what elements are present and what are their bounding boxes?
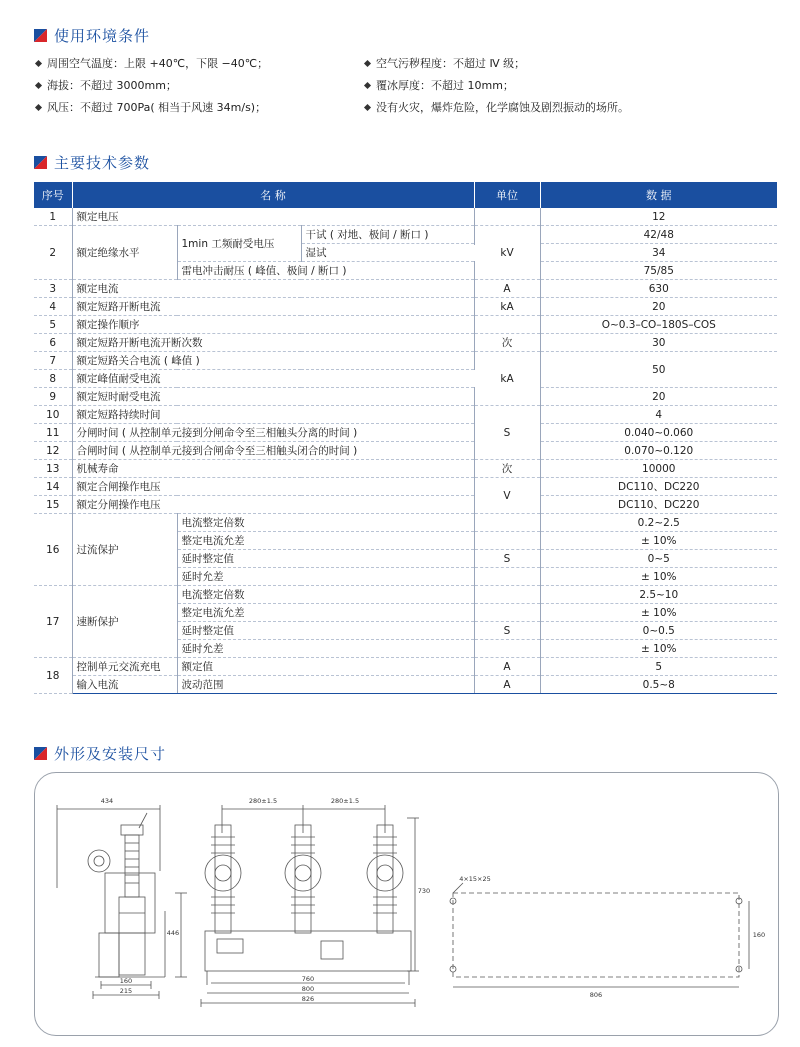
- dimension-drawing: [35, 773, 778, 1035]
- table-cell: 输入电流: [72, 676, 177, 694]
- env-condition: 海拔：不超过 3000mm；: [34, 77, 177, 95]
- mounting-plan: [450, 883, 749, 987]
- table-cell: S: [474, 550, 540, 568]
- table-cell: 延时允差: [177, 568, 474, 586]
- table-cell: 过流保护: [72, 514, 177, 586]
- table-cell: 0.070~0.120: [540, 442, 777, 460]
- table-cell: S: [474, 622, 540, 640]
- table-cell: A: [474, 676, 540, 694]
- table-cell: kA: [474, 352, 540, 406]
- table-cell: 12: [34, 442, 72, 460]
- table-row: [34, 478, 777, 496]
- table-cell: ± 10%: [540, 604, 777, 622]
- table-cell: 干试 ( 对地、极间 / 断口 ): [301, 226, 474, 244]
- spec-table: [34, 182, 777, 694]
- table-cell: DC110、DC220: [540, 496, 777, 514]
- table-cell: 次: [474, 460, 540, 478]
- table-row: [34, 658, 777, 676]
- col-header: 名 称: [72, 182, 474, 208]
- table-cell: 整定电流允差: [177, 604, 474, 622]
- table-cell: 0~5: [540, 550, 777, 568]
- table-header-row: [34, 182, 777, 208]
- table-cell: [474, 532, 540, 550]
- front-view: [175, 805, 419, 1007]
- side-view: [57, 805, 165, 999]
- table-cell: 0.2~2.5: [540, 514, 777, 532]
- table-cell: 控制单元交流充电: [72, 658, 177, 676]
- table-cell: 0~0.5: [540, 622, 777, 640]
- table-cell: [474, 514, 540, 532]
- table-row: [34, 586, 777, 604]
- table-cell: 合闸时间 ( 从控制单元接到合闸命令至三相触头闭合的时间 ): [72, 442, 474, 460]
- table-cell: 速断保护: [72, 586, 177, 658]
- table-cell: [474, 586, 540, 604]
- table-row: [34, 676, 777, 694]
- table-cell: 0.040~0.060: [540, 424, 777, 442]
- section-title: 主要技术参数: [54, 153, 151, 172]
- table-row: [34, 352, 777, 370]
- table-cell: 电流整定倍数: [177, 586, 474, 604]
- table-cell: [474, 568, 540, 586]
- table-cell: 4: [540, 406, 777, 424]
- col-header: 序号: [34, 182, 72, 208]
- table-cell: A: [474, 280, 540, 298]
- table-cell: 0.5~8: [540, 676, 777, 694]
- table-cell: 波动范围: [177, 676, 474, 694]
- table-cell: 4: [34, 298, 72, 316]
- table-cell: 1: [34, 208, 72, 226]
- table-cell: 17: [34, 586, 72, 658]
- table-cell: 20: [540, 388, 777, 406]
- pole-1: [205, 825, 241, 933]
- table-cell: 2: [34, 226, 72, 280]
- table-row: [34, 496, 777, 514]
- table-cell: 额定电流: [72, 280, 474, 298]
- table-cell: 延时整定值: [177, 550, 474, 568]
- table-cell: 5: [540, 658, 777, 676]
- section-header-dimensions: [34, 742, 166, 764]
- table-cell: 50: [540, 352, 777, 388]
- table-cell: 8: [34, 370, 72, 388]
- table-cell: 11: [34, 424, 72, 442]
- table-cell: ± 10%: [540, 640, 777, 658]
- env-condition: 空气污秽程度：不超过 Ⅳ 级；: [363, 55, 525, 73]
- table-cell: 16: [34, 514, 72, 586]
- env-condition: 覆冰厚度：不超过 10mm；: [363, 77, 514, 95]
- table-cell: 15: [34, 496, 72, 514]
- table-cell: 额定短路开断电流开断次数: [72, 334, 474, 352]
- table-cell: 9: [34, 388, 72, 406]
- table-cell: ± 10%: [540, 568, 777, 586]
- table-cell: 14: [34, 478, 72, 496]
- table-cell: kA: [474, 298, 540, 316]
- dim-label: 434: [100, 797, 114, 805]
- table-cell: 分闸时间 ( 从控制单元接到分闸命令至三相触头分离的时间 ): [72, 424, 474, 442]
- table-row: [34, 334, 777, 352]
- table-cell: 延时允差: [177, 640, 474, 658]
- col-header: 单位: [474, 182, 540, 208]
- table-row: [34, 514, 777, 532]
- table-cell: DC110、DC220: [540, 478, 777, 496]
- table-cell: 电流整定倍数: [177, 514, 474, 532]
- table-cell: 3: [34, 280, 72, 298]
- table-cell: 额定短路关合电流 ( 峰值 ): [72, 352, 474, 370]
- table-cell: 10000: [540, 460, 777, 478]
- table-cell: O~0.3–CO–180S–COS: [540, 316, 777, 334]
- dim-label: 4×15×25: [459, 875, 491, 883]
- dim-label: 806: [589, 991, 603, 999]
- dim-label: 160: [752, 931, 766, 939]
- table-cell: 额定电压: [72, 208, 474, 226]
- table-cell: 额定短路开断电流: [72, 298, 474, 316]
- dim-label: 800: [301, 985, 315, 993]
- table-cell: 额定峰值耐受电流: [72, 370, 474, 388]
- dim-label: 280±1.5: [330, 797, 360, 805]
- dim-label: 730: [417, 887, 431, 895]
- env-condition: 周围空气温度：上限 +40℃，下限 −40℃；: [34, 55, 268, 73]
- env-condition: 没有火灾，爆炸危险，化学腐蚀及剧烈振动的场所。: [363, 99, 629, 117]
- table-row: [34, 460, 777, 478]
- table-cell: S: [474, 406, 540, 460]
- section-flag-icon: [34, 747, 47, 760]
- table-cell: 34: [540, 244, 777, 262]
- dim-label: 160: [119, 977, 133, 985]
- table-cell: 额定合闸操作电压: [72, 478, 474, 496]
- table-cell: [474, 604, 540, 622]
- env-condition: 风压：不超过 700Pa( 相当于风速 34m/s)；: [34, 99, 266, 117]
- table-cell: 20: [540, 298, 777, 316]
- section-flag-icon: [34, 29, 47, 42]
- table-cell: 42/48: [540, 226, 777, 244]
- table-cell: 额定短时耐受电流: [72, 388, 474, 406]
- section-title: 外形及安装尺寸: [54, 744, 167, 763]
- table-cell: 湿试: [301, 244, 474, 262]
- section-header-specs: [34, 151, 150, 173]
- table-row: [34, 208, 777, 226]
- dim-label: 760: [301, 975, 315, 983]
- table-row: [34, 406, 777, 424]
- table-cell: 10: [34, 406, 72, 424]
- table-cell: 75/85: [540, 262, 777, 280]
- table-cell: 额定绝缘水平: [72, 226, 177, 280]
- table-cell: 30: [540, 334, 777, 352]
- table-row: [34, 226, 777, 244]
- table-cell: [474, 640, 540, 658]
- table-row: [34, 298, 777, 316]
- table-row: [34, 280, 777, 298]
- table-row: [34, 424, 777, 442]
- table-cell: 机械寿命: [72, 460, 474, 478]
- table-row: [34, 388, 777, 406]
- table-cell: ± 10%: [540, 532, 777, 550]
- table-cell: 延时整定值: [177, 622, 474, 640]
- table-cell: [474, 208, 540, 226]
- table-cell: 额定分闸操作电压: [72, 496, 474, 514]
- table-cell: 2.5~10: [540, 586, 777, 604]
- dim-label: 826: [301, 995, 315, 1003]
- table-cell: 次: [474, 334, 540, 352]
- dim-label: 280±1.5: [248, 797, 278, 805]
- section-title: 使用环境条件: [54, 26, 151, 45]
- table-cell: A: [474, 658, 540, 676]
- table-cell: 5: [34, 316, 72, 334]
- table-cell: 额定短路持续时间: [72, 406, 474, 424]
- table-cell: kV: [474, 226, 540, 280]
- dim-label: 215: [119, 987, 133, 995]
- table-cell: 13: [34, 460, 72, 478]
- table-cell: 整定电流允差: [177, 532, 474, 550]
- pole-3: [367, 825, 403, 933]
- table-cell: [474, 316, 540, 334]
- table-cell: 630: [540, 280, 777, 298]
- table-cell: 7: [34, 352, 72, 370]
- section-header-environment: [34, 24, 150, 46]
- table-cell: 额定值: [177, 658, 474, 676]
- section-flag-icon: [34, 156, 47, 169]
- table-cell: 12: [540, 208, 777, 226]
- dim-label: 446: [166, 929, 180, 937]
- table-cell: 6: [34, 334, 72, 352]
- table-cell: 雷电冲击耐压 ( 峰值、极间 / 断口 ): [177, 262, 474, 280]
- table-row: [34, 316, 777, 334]
- pole-2: [285, 825, 321, 933]
- dimension-drawing-panel: [34, 772, 779, 1036]
- table-row: [34, 442, 777, 460]
- table-cell: 1min 工频耐受电压: [177, 226, 301, 262]
- table-cell: V: [474, 478, 540, 514]
- col-header: 数 据: [540, 182, 777, 208]
- table-cell: 额定操作顺序: [72, 316, 474, 334]
- table-cell: 18: [34, 658, 72, 694]
